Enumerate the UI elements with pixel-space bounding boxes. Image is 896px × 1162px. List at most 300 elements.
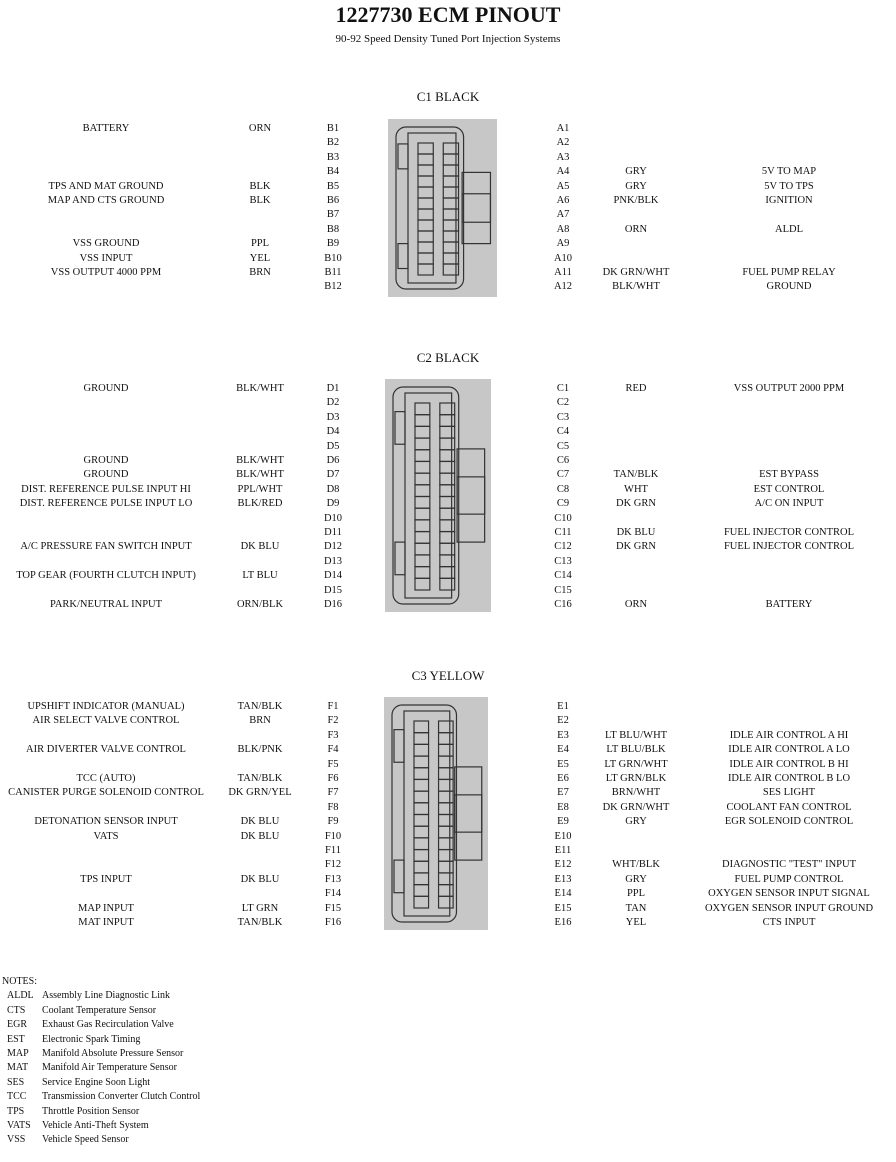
note-abbreviation: EGR bbox=[7, 1019, 27, 1031]
note-description: Vehicle Anti-Theft System bbox=[42, 1119, 149, 1131]
left-pin-id: F9 bbox=[327, 816, 339, 828]
left-function: TCC (AUTO) bbox=[76, 773, 136, 784]
right-function: FUEL PUMP CONTROL bbox=[734, 873, 844, 885]
right-function: IDLE AIR CONTROL A HI bbox=[729, 729, 849, 741]
right-pin-id: C1 bbox=[556, 383, 570, 394]
left-wire-color: BLK/WHT bbox=[236, 383, 284, 394]
pin-cavity bbox=[418, 143, 433, 154]
right-pin-id: A12 bbox=[553, 281, 573, 293]
pin-cavity bbox=[414, 885, 429, 897]
connector-c2-diagram bbox=[385, 379, 491, 612]
left-pin-id: F15 bbox=[324, 902, 342, 914]
left-wire-color: BLK/RED bbox=[237, 498, 283, 510]
left-pin-id: D15 bbox=[323, 584, 343, 596]
note-item bbox=[0, 1033, 141, 1047]
note-item bbox=[0, 989, 171, 1003]
left-function: MAP AND CTS GROUND bbox=[47, 195, 165, 206]
pin-cavity bbox=[415, 543, 430, 555]
pin-cavity bbox=[415, 485, 430, 497]
left-pin-id: F6 bbox=[327, 773, 339, 784]
right-pin-id: C14 bbox=[554, 570, 572, 582]
pin-cavity bbox=[439, 885, 454, 897]
pin-cavity bbox=[415, 532, 430, 544]
left-function: GROUND bbox=[83, 469, 129, 481]
pin-cavity bbox=[439, 861, 454, 873]
note-description: Coolant Temperature Sensor bbox=[42, 1004, 157, 1016]
left-pin-id: F8 bbox=[327, 801, 339, 813]
pin-cavity bbox=[414, 815, 429, 827]
pin-cavity bbox=[439, 744, 454, 756]
left-pin-id: F14 bbox=[324, 888, 342, 900]
right-pin-id: C11 bbox=[554, 527, 572, 538]
right-wire-color: GRY bbox=[625, 873, 647, 885]
right-pin-id: C12 bbox=[554, 541, 572, 553]
right-pin-id: C8 bbox=[556, 483, 570, 495]
left-wire-color: ORN bbox=[248, 123, 272, 134]
right-wire-color: WHT/BLK bbox=[612, 859, 660, 871]
right-function: 5V TO TPS bbox=[764, 180, 814, 192]
right-wire-color: LT BLU/BLK bbox=[606, 744, 666, 756]
connector-outline-icon bbox=[384, 697, 488, 930]
right-pin-id: A1 bbox=[556, 123, 570, 134]
right-function: VSS OUTPUT 2000 PPM bbox=[733, 383, 845, 394]
right-pin-id: E11 bbox=[554, 845, 572, 856]
left-pin-id: D7 bbox=[326, 469, 340, 481]
right-pin-id: C7 bbox=[556, 469, 570, 481]
right-pin-id: E9 bbox=[557, 816, 569, 828]
left-function: MAT INPUT bbox=[78, 917, 134, 928]
note-item bbox=[0, 1047, 184, 1061]
note-abbreviation: CTS bbox=[7, 1004, 26, 1016]
left-pin-id: F3 bbox=[327, 729, 339, 741]
right-function: IDLE AIR CONTROL A LO bbox=[728, 744, 850, 756]
right-pin-id: E3 bbox=[557, 729, 569, 741]
left-pin-id: F12 bbox=[324, 859, 342, 871]
right-pin-id: A2 bbox=[556, 137, 570, 149]
right-function: GROUND bbox=[766, 281, 812, 293]
right-function: FUEL INJECTOR CONTROL bbox=[723, 527, 855, 538]
pin-cavity bbox=[414, 779, 429, 791]
left-wire-color: YEL bbox=[249, 252, 271, 264]
pin-cavity bbox=[414, 721, 429, 733]
left-pin-id: B9 bbox=[326, 238, 340, 250]
left-pin-id: D6 bbox=[326, 455, 340, 466]
left-wire-color: DK BLU bbox=[240, 830, 280, 842]
pin-cavity bbox=[414, 768, 429, 780]
pin-cavity bbox=[440, 415, 455, 427]
pin-cavity bbox=[439, 756, 454, 768]
notes-title: NOTES: bbox=[2, 976, 37, 987]
pin-cavity bbox=[415, 508, 430, 520]
left-pin-id: F10 bbox=[324, 830, 342, 842]
right-pin-id: E10 bbox=[554, 830, 572, 842]
left-pin-id: F7 bbox=[327, 787, 339, 799]
note-item bbox=[0, 1018, 174, 1032]
right-wire-color: DK BLU bbox=[616, 527, 656, 538]
note-item bbox=[0, 1105, 140, 1119]
left-pin-id: D14 bbox=[323, 570, 343, 582]
right-wire-color: PPL bbox=[626, 888, 646, 900]
left-pin-id: D3 bbox=[326, 411, 340, 423]
left-wire-color: PPL/WHT bbox=[237, 483, 283, 495]
pin-cavity bbox=[439, 803, 454, 815]
pin-cavity bbox=[414, 803, 429, 815]
right-wire-color: LT GRN/WHT bbox=[604, 758, 668, 770]
left-pin-id: B4 bbox=[326, 166, 340, 178]
right-function: OXYGEN SENSOR INPUT GROUND bbox=[704, 902, 874, 914]
pin-cavity bbox=[440, 508, 455, 520]
left-function: VATS bbox=[93, 830, 119, 842]
left-wire-color: BLK/WHT bbox=[236, 455, 284, 466]
right-pin-id: E8 bbox=[557, 801, 569, 813]
left-pin-id: F13 bbox=[324, 873, 342, 885]
left-pin-id: D11 bbox=[324, 527, 342, 538]
pin-cavity bbox=[440, 426, 455, 438]
pin-cavity bbox=[418, 242, 433, 253]
notes-section bbox=[0, 975, 201, 1148]
left-pin-id: B6 bbox=[326, 195, 340, 206]
note-description: Manifold Absolute Pressure Sensor bbox=[42, 1047, 184, 1059]
right-wire-color: WHT bbox=[624, 483, 648, 495]
pin-cavity bbox=[415, 438, 430, 450]
connector-c1-title: C1 BLACK bbox=[416, 89, 480, 104]
pin-cavity bbox=[439, 896, 454, 908]
left-function: BATTERY bbox=[82, 123, 130, 134]
left-pin-id: D16 bbox=[323, 599, 343, 610]
pin-cavity bbox=[440, 450, 455, 462]
left-pin-id: D2 bbox=[326, 397, 340, 409]
left-pin-id: F11 bbox=[325, 845, 341, 856]
connector-c3-title: C3 YELLOW bbox=[411, 668, 485, 683]
right-pin-id: A5 bbox=[556, 180, 570, 192]
left-wire-color: DK BLU bbox=[240, 541, 280, 553]
left-wire-color: DK GRN/YEL bbox=[228, 787, 292, 799]
note-abbreviation: MAT bbox=[7, 1062, 29, 1074]
note-abbreviation: TCC bbox=[7, 1091, 27, 1103]
right-pin-id: E4 bbox=[557, 744, 569, 756]
note-abbreviation: VSS bbox=[7, 1134, 26, 1146]
right-function: 5V TO MAP bbox=[761, 166, 817, 178]
right-wire-color: ORN bbox=[624, 223, 648, 235]
right-wire-color: BLK/WHT bbox=[612, 281, 660, 293]
left-function: UPSHIFT INDICATOR (MANUAL) bbox=[27, 701, 185, 712]
left-pin-id: D10 bbox=[323, 512, 343, 524]
pin-cavity bbox=[439, 826, 454, 838]
pin-cavity bbox=[439, 733, 454, 745]
left-wire-color: BLK bbox=[249, 180, 271, 192]
left-function: CANISTER PURGE SOLENOID CONTROL bbox=[8, 787, 204, 799]
right-pin-id: C13 bbox=[554, 555, 572, 567]
connector-c3-diagram bbox=[384, 697, 488, 930]
left-function: GROUND bbox=[83, 383, 129, 394]
pin-cavity bbox=[414, 744, 429, 756]
pin-cavity bbox=[414, 896, 429, 908]
left-function: TOP GEAR (FOURTH CLUTCH INPUT) bbox=[16, 570, 196, 582]
pin-cavity bbox=[418, 231, 433, 242]
pin-cavity bbox=[440, 567, 455, 579]
pin-cavity bbox=[415, 426, 430, 438]
left-pin-id: B11 bbox=[324, 267, 342, 278]
pin-cavity bbox=[439, 850, 454, 862]
right-wire-color: LT GRN/BLK bbox=[605, 773, 667, 784]
left-function: A/C PRESSURE FAN SWITCH INPUT bbox=[20, 541, 192, 553]
left-pin-id: B12 bbox=[324, 281, 342, 293]
pin-cavity bbox=[439, 721, 454, 733]
left-pin-id: D12 bbox=[323, 541, 343, 553]
right-pin-id: E6 bbox=[557, 773, 569, 784]
left-function: AIR SELECT VALVE CONTROL bbox=[32, 715, 180, 727]
pin-cavity bbox=[440, 473, 455, 485]
right-function: OXYGEN SENSOR INPUT SIGNAL bbox=[708, 888, 870, 900]
pin-cavity bbox=[414, 861, 429, 873]
left-wire-color: TAN/BLK bbox=[237, 701, 283, 712]
note-item bbox=[0, 1004, 157, 1018]
right-pin-id: C3 bbox=[556, 411, 570, 423]
right-function: EST CONTROL bbox=[753, 483, 825, 495]
pin-cavity bbox=[415, 497, 430, 509]
note-description: Throttle Position Sensor bbox=[42, 1105, 140, 1117]
pin-cavity bbox=[415, 520, 430, 532]
left-function: TPS INPUT bbox=[80, 873, 132, 885]
connector-c1-diagram bbox=[388, 119, 497, 297]
left-function: VSS INPUT bbox=[79, 252, 133, 264]
pin-cavity bbox=[414, 826, 429, 838]
right-pin-id: A11 bbox=[554, 267, 572, 278]
pin-cavity bbox=[415, 555, 430, 567]
right-function: FUEL PUMP RELAY bbox=[742, 267, 836, 278]
right-function: IGNITION bbox=[765, 195, 813, 206]
pin-cavity bbox=[415, 461, 430, 473]
left-pin-id: F4 bbox=[327, 744, 339, 756]
connector-outline-icon bbox=[385, 379, 491, 612]
right-pin-id: A7 bbox=[556, 209, 570, 221]
right-pin-id: E12 bbox=[554, 859, 572, 871]
left-function: DIST. REFERENCE PULSE INPUT LO bbox=[19, 498, 193, 510]
pin-cavity bbox=[440, 578, 455, 590]
left-function: VSS GROUND bbox=[72, 238, 140, 250]
note-item bbox=[0, 1119, 149, 1133]
right-function: EST BYPASS bbox=[759, 469, 819, 481]
pin-cavity bbox=[440, 403, 455, 415]
right-function: ALDL bbox=[775, 223, 803, 235]
note-abbreviation: SES bbox=[7, 1076, 25, 1088]
left-pin-id: B8 bbox=[326, 223, 340, 235]
left-pin-id: F2 bbox=[327, 715, 339, 727]
note-description: Vehicle Speed Sensor bbox=[42, 1134, 129, 1146]
pin-cavity bbox=[414, 850, 429, 862]
pin-cavity bbox=[418, 209, 433, 220]
pin-cavity bbox=[414, 838, 429, 850]
left-pin-id: D9 bbox=[326, 498, 340, 510]
right-pin-id: C2 bbox=[556, 397, 570, 409]
left-wire-color: ORN/BLK bbox=[236, 599, 284, 610]
left-pin-id: F16 bbox=[324, 917, 342, 928]
left-pin-id: F1 bbox=[327, 701, 339, 712]
right-pin-id: C4 bbox=[556, 426, 570, 438]
right-pin-id: A10 bbox=[553, 252, 573, 264]
left-wire-color: BLK/WHT bbox=[236, 469, 284, 481]
left-pin-id: B1 bbox=[326, 123, 340, 134]
note-abbreviation: VATS bbox=[7, 1119, 31, 1131]
right-function: A/C ON INPUT bbox=[754, 498, 824, 510]
note-item bbox=[0, 1061, 177, 1075]
right-pin-id: A8 bbox=[556, 223, 570, 235]
pin-cavity bbox=[440, 543, 455, 555]
pin-cavity bbox=[418, 198, 433, 209]
left-wire-color: TAN/BLK bbox=[237, 773, 283, 784]
pin-cavity bbox=[440, 485, 455, 497]
left-pin-id: D4 bbox=[326, 426, 340, 438]
left-function: MAP INPUT bbox=[78, 902, 134, 914]
right-function: CTS INPUT bbox=[762, 917, 816, 928]
right-function: DIAGNOSTIC "TEST" INPUT bbox=[722, 859, 856, 871]
right-pin-id: E14 bbox=[554, 888, 572, 900]
pin-cavity bbox=[439, 815, 454, 827]
right-pin-id: C10 bbox=[554, 512, 572, 524]
pin-cavity bbox=[418, 176, 433, 187]
pin-cavity bbox=[418, 154, 433, 165]
right-pin-id: C16 bbox=[554, 599, 572, 610]
left-wire-color: BRN bbox=[249, 715, 271, 727]
pin-cavity bbox=[418, 187, 433, 198]
pin-cavity bbox=[418, 165, 433, 176]
right-pin-id: E1 bbox=[557, 701, 569, 712]
left-function: AIR DIVERTER VALVE CONTROL bbox=[26, 744, 186, 756]
pin-cavity bbox=[415, 450, 430, 462]
right-pin-id: E13 bbox=[554, 873, 572, 885]
left-function: DIST. REFERENCE PULSE INPUT HI bbox=[21, 483, 191, 495]
right-pin-id: A3 bbox=[556, 151, 570, 163]
note-abbreviation: EST bbox=[7, 1033, 25, 1045]
connector-outline-icon bbox=[388, 119, 497, 297]
left-wire-color: BRN bbox=[249, 267, 271, 278]
right-wire-color: YEL bbox=[625, 917, 647, 928]
left-pin-id: B2 bbox=[326, 137, 340, 149]
pin-cavity bbox=[439, 838, 454, 850]
pin-cavity bbox=[439, 791, 454, 803]
right-wire-color: ORN bbox=[624, 599, 648, 610]
right-wire-color: DK GRN bbox=[616, 541, 656, 553]
left-function: GROUND bbox=[83, 455, 129, 466]
left-function: PARK/NEUTRAL INPUT bbox=[49, 599, 163, 610]
notes-list bbox=[0, 989, 201, 1147]
note-description: Exhaust Gas Recirculation Valve bbox=[42, 1019, 174, 1031]
right-wire-color: BRN/WHT bbox=[611, 787, 661, 799]
note-description: Electronic Spark Timing bbox=[42, 1033, 141, 1045]
left-pin-id: B7 bbox=[326, 209, 340, 221]
right-pin-id: E2 bbox=[557, 715, 569, 727]
right-wire-color: DK GRN bbox=[616, 498, 656, 510]
left-pin-id: D5 bbox=[326, 440, 340, 452]
right-function: BATTERY bbox=[765, 599, 813, 610]
pin-cavity bbox=[440, 438, 455, 450]
right-pin-id: A4 bbox=[556, 166, 570, 178]
pin-cavity bbox=[440, 520, 455, 532]
right-function: IDLE AIR CONTROL B LO bbox=[727, 773, 851, 784]
left-pin-id: D1 bbox=[326, 383, 340, 394]
note-abbreviation: MAP bbox=[7, 1047, 29, 1059]
right-function: IDLE AIR CONTROL B HI bbox=[729, 758, 849, 770]
pin-cavity bbox=[414, 756, 429, 768]
right-pin-id: C5 bbox=[556, 440, 570, 452]
left-function: TPS AND MAT GROUND bbox=[48, 180, 164, 192]
pin-cavity bbox=[415, 567, 430, 579]
left-wire-color: DK BLU bbox=[240, 816, 280, 828]
pin-cavity bbox=[418, 264, 433, 275]
left-wire-color: BLK bbox=[249, 195, 271, 206]
pin-cavity bbox=[418, 253, 433, 264]
note-abbreviation: ALDL bbox=[7, 990, 34, 1002]
pin-cavity bbox=[415, 578, 430, 590]
right-pin-id: E15 bbox=[554, 902, 572, 914]
right-wire-color: GRY bbox=[625, 816, 647, 828]
pin-cavity bbox=[414, 791, 429, 803]
pin-cavity bbox=[439, 873, 454, 885]
note-item bbox=[0, 1133, 129, 1147]
right-wire-color: LT BLU/WHT bbox=[604, 729, 668, 741]
right-pin-id: C6 bbox=[556, 455, 570, 466]
note-description: Manifold Air Temperature Sensor bbox=[42, 1062, 177, 1074]
note-description: Transmission Converter Clutch Control bbox=[42, 1091, 201, 1103]
left-wire-color: PPL bbox=[250, 238, 270, 250]
left-wire-color: LT GRN bbox=[241, 902, 279, 914]
pin-cavity bbox=[415, 415, 430, 427]
left-wire-color: DK BLU bbox=[240, 873, 280, 885]
pin-cavity bbox=[414, 873, 429, 885]
pin-cavity bbox=[440, 532, 455, 544]
right-pin-id: C15 bbox=[554, 584, 572, 596]
note-item bbox=[0, 1076, 151, 1090]
right-function: SES LIGHT bbox=[762, 787, 816, 799]
left-wire-color: TAN/BLK bbox=[237, 917, 283, 928]
pin-cavity bbox=[439, 779, 454, 791]
right-pin-id: A9 bbox=[556, 238, 570, 250]
pin-cavity bbox=[415, 473, 430, 485]
right-pin-id: E7 bbox=[557, 787, 569, 799]
right-function: COOLANT FAN CONTROL bbox=[726, 801, 852, 813]
right-wire-color: TAN bbox=[625, 902, 647, 914]
right-pin-id: E16 bbox=[554, 917, 572, 928]
left-pin-id: B10 bbox=[324, 252, 342, 264]
page-title: 1227730 ECM PINOUT bbox=[335, 2, 561, 27]
right-wire-color: RED bbox=[625, 383, 647, 394]
right-pin-id: E5 bbox=[557, 758, 569, 770]
note-description: Service Engine Soon Light bbox=[42, 1076, 151, 1088]
left-function: DETONATION SENSOR INPUT bbox=[34, 816, 178, 828]
left-pin-id: B3 bbox=[326, 151, 340, 163]
right-wire-color: DK GRN/WHT bbox=[602, 267, 670, 278]
pin-cavity bbox=[418, 220, 433, 231]
right-pin-id: C9 bbox=[556, 498, 570, 510]
left-pin-id: D13 bbox=[323, 555, 343, 567]
left-pin-id: D8 bbox=[326, 483, 340, 495]
left-wire-color: LT BLU bbox=[242, 570, 278, 582]
right-wire-color: PNK/BLK bbox=[613, 195, 659, 206]
pin-cavity bbox=[415, 403, 430, 415]
right-wire-color: DK GRN/WHT bbox=[602, 801, 670, 813]
pin-cavity bbox=[439, 768, 454, 780]
pin-cavity bbox=[440, 555, 455, 567]
left-wire-color: BLK/PNK bbox=[237, 744, 283, 756]
left-function: VSS OUTPUT 4000 PPM bbox=[50, 267, 162, 278]
page-subtitle: 90-92 Speed Density Tuned Port Injection Systems bbox=[335, 33, 561, 45]
left-pin-id: B5 bbox=[326, 180, 340, 192]
note-description: Assembly Line Diagnostic Link bbox=[42, 990, 171, 1002]
right-wire-color: GRY bbox=[625, 180, 647, 192]
left-pin-id: F5 bbox=[327, 758, 339, 770]
right-wire-color: GRY bbox=[625, 166, 647, 178]
note-item bbox=[0, 1090, 201, 1104]
